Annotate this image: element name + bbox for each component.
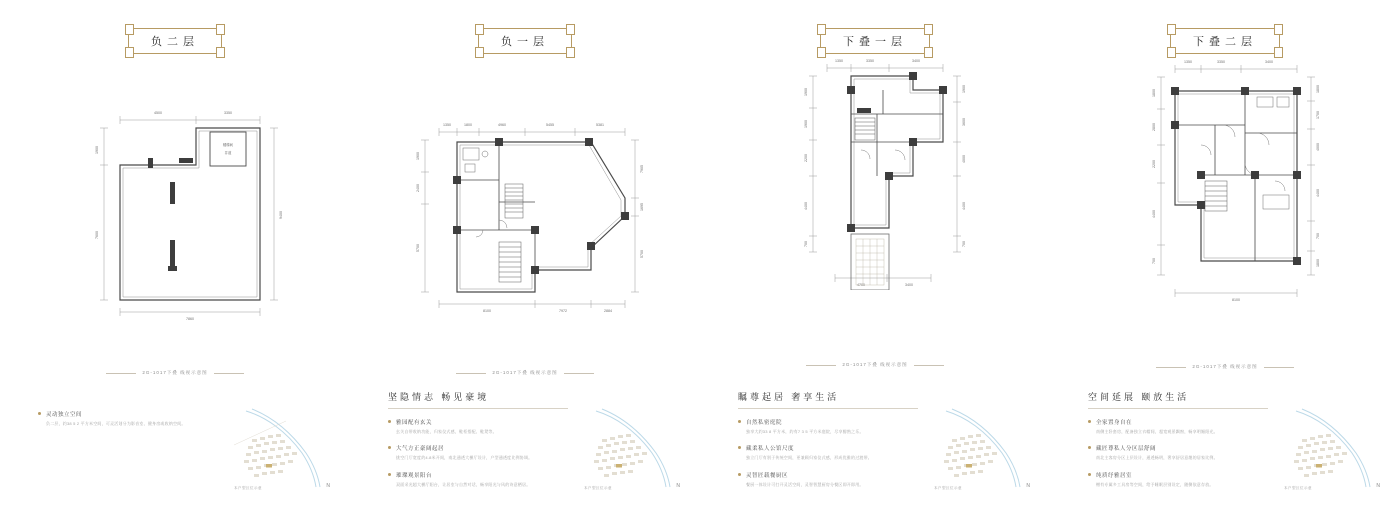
caption-rule	[1264, 367, 1294, 368]
caption-text: 2G-1017下叠 线视示意图	[1192, 364, 1258, 369]
dim-left-1: 1900	[804, 88, 808, 96]
floorplan-sheet-basement2	[0, 0, 350, 509]
key-plan-label: 本户型区位示意	[934, 486, 962, 490]
dim-left-2: 7600	[95, 231, 99, 239]
dim-top-1: 4500	[154, 111, 162, 115]
feature-body: 双面采光超大横厅阳台，让居室与自然对话，畅享阳光与风的诗意栖居。	[396, 481, 531, 487]
dim-right-1: 1900	[962, 85, 966, 93]
feature-heading: 雅园配有玄关	[388, 418, 568, 426]
room-label-stair: 楼梯间	[222, 143, 234, 147]
features-title: 空间延展 颐放生活	[1088, 390, 1268, 409]
features-block	[1088, 390, 1268, 497]
dim-top-1: 1350	[835, 59, 843, 63]
dim-right-2: 1700	[1316, 111, 1320, 119]
feature-body: 南北主客房分区上层设计，通透畅明，奢享舒居意趣的居家比例。	[1096, 455, 1218, 461]
feature-item	[738, 444, 918, 461]
dim-left-5: 700	[804, 241, 808, 247]
feature-item	[388, 471, 568, 488]
plate-corner-icon	[475, 47, 484, 58]
dim-bottom-2: 3400	[905, 283, 913, 287]
dim-left-4: 4400	[804, 202, 808, 210]
page-title: 负一层	[501, 36, 549, 48]
plate-corner-icon	[125, 24, 134, 35]
dim-right-1: 1800	[1316, 85, 1320, 93]
plate-corner-icon	[216, 47, 225, 58]
feature-body: 赠有专属多工具房等空间，给予睡眠层别设定，随侧依意存放。	[1096, 481, 1214, 487]
sheet-title-plate	[128, 28, 222, 54]
feature-body: 餐厨一体设计可打开灵活空间，灵智智慧厨房分餐区即开即用。	[746, 481, 864, 487]
dim-top-2: 3350	[224, 111, 232, 115]
dim-right-5: 700	[1316, 233, 1320, 239]
floorplan-drawing	[0, 70, 350, 360]
plan-caption	[700, 362, 1050, 368]
dim-left-3: 2200	[1152, 160, 1156, 168]
plate-corner-icon	[216, 24, 225, 35]
dim-bottom-1: 7860	[186, 317, 194, 320]
dim-right-2: 3600	[962, 118, 966, 126]
feature-item	[388, 444, 568, 461]
dim-top-2: 1800	[464, 123, 472, 127]
feature-item	[738, 471, 918, 488]
caption-rule	[914, 365, 944, 366]
north-arrow-icon: N	[1026, 483, 1030, 489]
dim-top-3: 3400	[912, 59, 920, 63]
dim-right-1: 9400	[279, 211, 283, 219]
feature-item	[1088, 418, 1268, 435]
caption-rule	[214, 373, 244, 374]
plan-caption	[0, 370, 350, 376]
dim-left-2: 2800	[1152, 123, 1156, 131]
features-block	[388, 390, 568, 497]
plate-corner-icon	[125, 47, 134, 58]
dim-top-1: 1350	[443, 123, 451, 127]
feature-heading: 自然私密庭院	[738, 418, 918, 426]
caption-rule	[806, 365, 836, 366]
feature-heading: 灵智匠载餐厨区	[738, 471, 918, 479]
floorplan-sheet-lower-level2	[1050, 0, 1400, 509]
dim-left-3: 2200	[804, 154, 808, 162]
sheet-title-plate	[478, 28, 572, 54]
caption-rule	[456, 373, 486, 374]
key-plan	[1276, 401, 1386, 493]
dim-left-1: 1900	[416, 152, 420, 160]
dim-right-2: 1695	[640, 203, 644, 211]
floorplan-drawing	[1050, 5, 1400, 315]
dim-bottom-1: 8100	[1232, 298, 1240, 302]
dim-right-6: 1800	[1316, 259, 1320, 267]
key-plan-label: 本户型区位示意	[584, 486, 612, 490]
caption-text: 2G-1017下叠 线视示意图	[492, 370, 558, 375]
dim-right-4: 4400	[1316, 189, 1320, 197]
dim-top-3: 3400	[1265, 60, 1273, 64]
room-label-shaft: 井道	[224, 151, 232, 155]
dim-left-2: 1900	[804, 120, 808, 128]
feature-item	[38, 410, 218, 427]
dim-bottom-3: 2884	[604, 309, 612, 313]
dim-top-3: 4960	[498, 123, 506, 127]
features-block	[738, 390, 918, 497]
feature-item	[1088, 444, 1268, 461]
features-title: 坚隐情志 畅见豪境	[388, 390, 568, 409]
feature-heading: 纯质纾雅居室	[1088, 471, 1268, 479]
features-block	[38, 410, 218, 436]
page-title: 下叠一层	[843, 36, 907, 48]
features-title: 瞩尊起居 奢享生活	[738, 390, 918, 409]
dim-right-5: 700	[962, 241, 966, 247]
dim-top-5: 5381	[596, 123, 604, 127]
caption-text: 2G-1017下叠 线视示意图	[842, 362, 908, 367]
floorplan-sheet-lower-level1	[700, 0, 1050, 509]
feature-body: 独享大约33 8 平方米，约有7 3 5 平方米庭院，尽享醇熟之乐。	[746, 429, 864, 434]
dim-top-4: 5455	[546, 123, 554, 127]
caption-text: 2G-1017下叠 线视示意图	[142, 370, 208, 375]
page-title: 下叠二层	[1193, 36, 1257, 48]
dim-right-1: 7905	[640, 165, 644, 173]
feature-item	[1088, 471, 1268, 488]
north-arrow-icon: N	[676, 483, 680, 489]
north-arrow-icon: N	[1376, 483, 1380, 489]
dim-left-5: 700	[1152, 258, 1156, 264]
feature-heading: 藏匠尊私人分区层舒阔	[1088, 444, 1268, 452]
key-plan	[926, 401, 1036, 493]
dim-left-1: 1900	[95, 146, 99, 154]
floorplan-drawing	[700, 0, 1050, 310]
north-arrow-icon: N	[326, 483, 330, 489]
feature-body: 玄关自带收纳功能，归家仪式感，鞋柜搭配、鞋凳等。	[396, 429, 497, 434]
dim-right-3: 5700	[640, 250, 644, 258]
dim-right-3: 4000	[962, 155, 966, 163]
key-plan-label: 本户型区位示意	[234, 486, 262, 490]
caption-rule	[106, 373, 136, 374]
key-plan-label: 本户型区位示意	[1284, 486, 1312, 490]
feature-heading: 大气方正豪阔起居	[388, 444, 568, 452]
dim-top-2: 3350	[1217, 60, 1225, 64]
plan-caption	[1050, 364, 1400, 370]
feature-item	[388, 418, 568, 435]
plate-corner-icon	[475, 24, 484, 35]
dim-left-3: 5700	[416, 244, 420, 252]
plan-caption	[350, 370, 700, 376]
key-plan	[576, 401, 686, 493]
feature-heading: 藏柔私人公馆尺度	[738, 444, 918, 452]
dim-bottom-1: 4700	[857, 283, 865, 287]
floorplan-drawing	[350, 70, 700, 360]
floorplan-sheet-basement1	[350, 0, 700, 509]
plate-corner-icon	[566, 47, 575, 58]
caption-rule	[564, 373, 594, 374]
dim-top-2: 3350	[866, 59, 874, 63]
feature-heading: 灵动独立空间	[38, 410, 218, 418]
plate-corner-icon	[566, 24, 575, 35]
feature-heading: 全家置身自在	[1088, 418, 1268, 426]
dim-bottom-1: 8100	[483, 309, 491, 313]
feature-heading: 璀璨观景阳台	[388, 471, 568, 479]
feature-body: 负二层，约38 5 2 平方米空间，可灵活划分为影音室、健身房或收纳空间。	[46, 421, 186, 426]
dim-right-3: 4000	[1316, 143, 1320, 151]
key-plan	[226, 401, 336, 493]
feature-body: 独立门厅有别于传统空间，更兼顾归家仪式感，形成优雅的过渡带。	[746, 455, 872, 461]
feature-body: 南侧主卧套房，配备独立衣帽间，超宽观景飘窗，畅享明媚阳光。	[1096, 429, 1218, 434]
page-title: 负二层	[151, 36, 199, 48]
dim-bottom-2: 7972	[559, 309, 567, 313]
feature-body: 挑空门厅宽度约4.8米开间，南北通透大横厅设计，户型通透度比例协调。	[396, 455, 533, 461]
dim-left-4: 4400	[1152, 210, 1156, 218]
dim-right-4: 4400	[962, 202, 966, 210]
dim-top-1: 1350	[1184, 60, 1192, 64]
caption-rule	[1156, 367, 1186, 368]
feature-item	[738, 418, 918, 435]
dim-left-1: 1800	[1152, 89, 1156, 97]
dim-left-2: 2400	[416, 184, 420, 192]
